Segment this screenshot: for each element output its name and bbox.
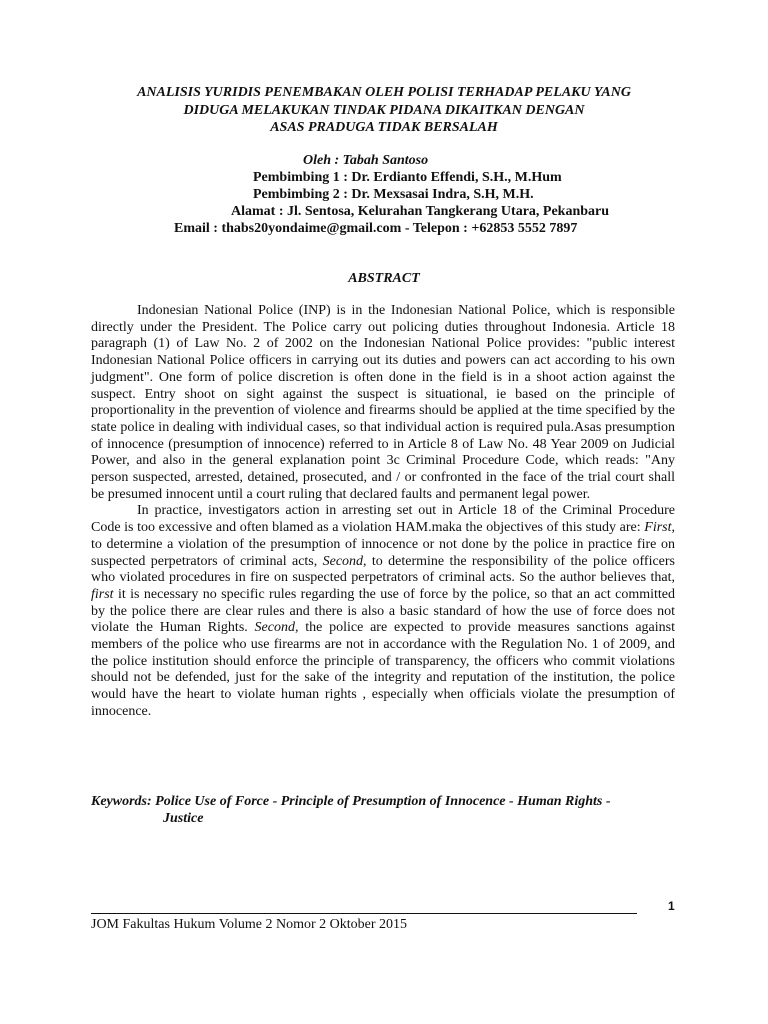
email-text: Email : thabs20yondaime@gmail.com xyxy=(174,221,402,236)
keywords xyxy=(91,793,675,827)
footer-divider xyxy=(91,913,637,914)
first-emphasis-2: first xyxy=(91,586,114,602)
contact-separator: - xyxy=(401,221,413,236)
journal-footer: JOM Fakultas Hukum Volume 2 Nomor 2 Oktober 2015 xyxy=(91,917,408,932)
title-line-3: ASAS PRADUGA TIDAK BERSALAH xyxy=(270,120,498,135)
supervisor-1: Pembimbing 1 : Dr. Erdianto Effendi, S.H., M.Hum xyxy=(253,170,562,185)
second-emphasis-2: Second xyxy=(254,620,295,636)
abstract-heading: ABSTRACT xyxy=(348,271,420,286)
supervisor-2: Pembimbing 2 : Dr. Mexsasai Indra, S.H, M.H. xyxy=(253,187,534,202)
paper-title xyxy=(60,84,708,137)
paragraph-2-text-2: , to determine a violation of the presumption of innocence or not done by the police in practice fire on suspected perpetrators of criminal acts, xyxy=(91,520,675,569)
first-emphasis: First xyxy=(644,520,672,536)
keywords-line-1: Keywords: Police Use of Force - Principle of Presumption of Innocence - Human Rights - xyxy=(91,794,611,809)
title-line-1: ANALISIS YURIDIS PENEMBAKAN OLEH POLISI TERHADAP PELAKU YANG xyxy=(137,85,631,100)
paragraph-2-text-5: , the police are expected to provide measures sanctions against members of the police who use firearms are not in accordance with the Regulation No. 1 of 2009, and the police institution should enforce the principle of transparency, the officers who commit violations should not be defended, just for the sake of the integrity and reputation of the institution, the police would have the heart to violate human rights , especially when officials violate the presumption of innocence. xyxy=(91,620,676,719)
paragraph-2-text-3: , to determine the responsibility of the police officers who violated procedures in fire on suspected perpetrators of criminal acts. So the author believes that, xyxy=(91,553,675,586)
abstract-paragraph-1: Indonesian National Police (INP) is in the Indonesian National Police, which is responsible directly under the President. The Police carry out policing duties throughout Indonesia. Article 18 paragraph (1) of Law No. 2 of 2002 on the Indonesian National Police provides: "public interest Indonesian National Police officers in carrying out its duties and powers can act according to his own judgment". One form of police discretion is often done in the field is in a shoot action against the suspect. Entry shoot on sight against the suspect is situational, ie based on the principle of proportionality in the prevention of violence and firearms should be applied at the time specified by the state police in dealing with individual cases, so that individual action is required pula.Asas presumption of innocence (presumption of innocence) referred to in Article 8 of Law No. 48 Year 2009 on Judicial Power, and also in the general explanation point 3c Criminal Procedure Code, which reads: "Any person suspected, arrested, detained, prosecuted, and / or confronted in the face of the trial court shall be presumed innocent until a court ruling that declared faults and permanent legal power. xyxy=(91,303,675,502)
abstract-body xyxy=(91,303,675,721)
title-line-2: DIDUGA MELAKUKAN TINDAK PIDANA DIKAITKAN DENGAN xyxy=(183,102,585,118)
contact-line xyxy=(174,221,577,237)
second-emphasis: Second xyxy=(322,553,364,569)
author-line: Oleh : Tabah Santoso xyxy=(303,153,429,168)
keywords-line-2: Justice xyxy=(163,811,204,826)
abstract-paragraph-2 xyxy=(91,503,675,720)
paragraph-2-text-4: it is necessary no specific rules regarding the use of force by the police, so that an act committed by the police there are clear rules and there is also a basic standard of how the use of force does not violate the Human Rights. xyxy=(91,586,675,636)
address-line: Alamat : Jl. Sentosa, Kelurahan Tangkerang Utara, Pekanbaru xyxy=(231,204,610,219)
page-number: 1 xyxy=(668,899,675,913)
phone-text: Telepon : +62853 5552 7897 xyxy=(412,221,578,236)
paragraph-2-text-1: In practice, investigators action in arresting set out in Article 18 of the Criminal Procedure Code is too excessive and often blamed as a violation HAM.maka the objectives of this study are: xyxy=(91,503,675,536)
